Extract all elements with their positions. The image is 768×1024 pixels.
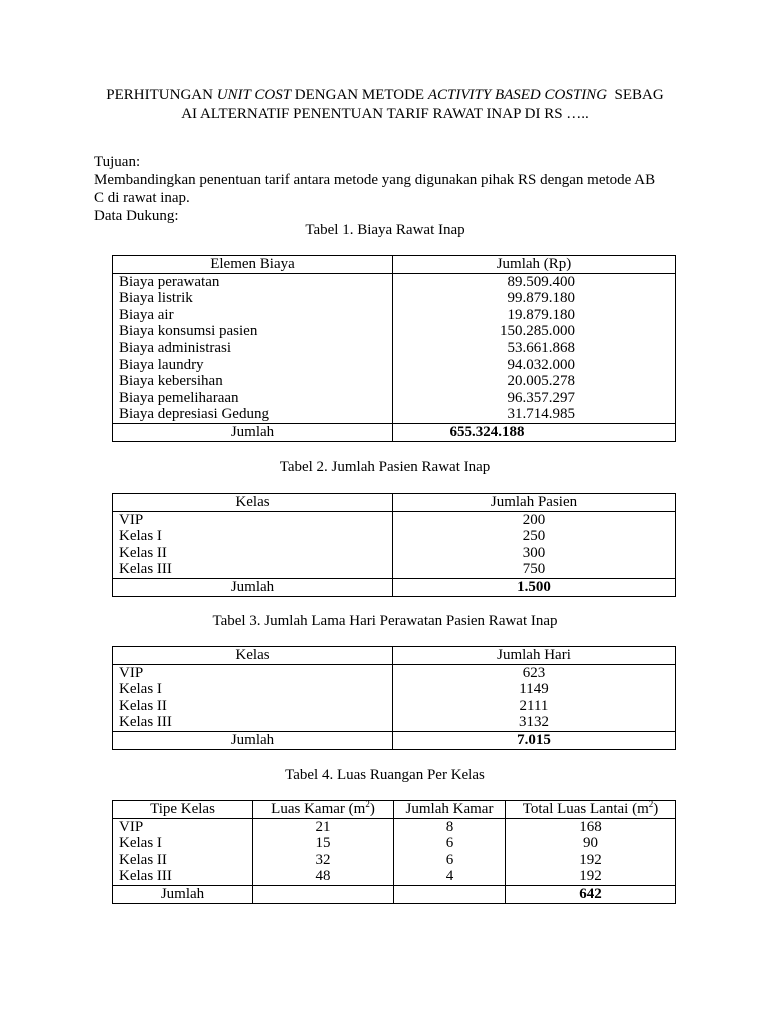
column-header: Jumlah Kamar bbox=[394, 801, 506, 819]
table1-biaya-rawat-inap bbox=[112, 255, 676, 442]
table-header-row bbox=[113, 801, 676, 819]
table-header-row bbox=[113, 494, 676, 512]
total-value: 7.015 bbox=[393, 731, 676, 749]
table-row: VIP 623 bbox=[113, 664, 676, 681]
table3-caption: Tabel 3. Jumlah Lama Hari Perawatan Pasien Rawat Inap bbox=[212, 613, 558, 629]
column-header: Jumlah (Rp) bbox=[393, 256, 676, 274]
table-row: Biaya listrik 99.879.180 bbox=[113, 290, 676, 307]
table-row: Biaya depresiasi Gedung 31.714.985 bbox=[113, 406, 676, 423]
total-value: 1.500 bbox=[393, 578, 676, 596]
table-row: Biaya air 19.879.180 bbox=[113, 307, 676, 324]
column-header: Total Luas Lantai $(m^2)$ bbox=[506, 801, 676, 819]
table3-jumlah-hari bbox=[112, 646, 676, 750]
table-row: Kelas II 32 6 192 bbox=[113, 852, 676, 869]
table-row: Kelas III 750 bbox=[113, 561, 676, 578]
total-value: 655.324.188 bbox=[393, 423, 676, 441]
table-row: VIP 21 8 168 bbox=[113, 818, 676, 835]
column-header: Tipe Kelas bbox=[113, 801, 253, 819]
table-row: Kelas II 300 bbox=[113, 545, 676, 562]
intro-section bbox=[94, 153, 684, 225]
tujuan-text-line2: C di rawat inap. bbox=[94, 190, 190, 206]
table-row: Kelas I 15 6 90 bbox=[113, 835, 676, 852]
table-row: Kelas II 2111 bbox=[113, 698, 676, 715]
table1-caption: Tabel 1. Biaya Rawat Inap bbox=[305, 222, 465, 238]
table-header-row bbox=[113, 647, 676, 665]
column-header: Kelas bbox=[113, 647, 393, 665]
table-row: Kelas I 1149 bbox=[113, 681, 676, 698]
tujuan-text-line1: Membandingkan penentuan tarif antara metode yang digunakan pihak RS dengan metode AB bbox=[94, 172, 656, 188]
column-header: Kelas bbox=[113, 494, 393, 512]
table4-luas-ruangan bbox=[112, 800, 676, 904]
table-total-row bbox=[113, 885, 676, 903]
total-label: Jumlah bbox=[113, 578, 393, 596]
column-header: Jumlah Hari bbox=[393, 647, 676, 665]
column-header: Elemen Biaya bbox=[113, 256, 393, 274]
table-row: VIP 200 bbox=[113, 511, 676, 528]
table-header-row bbox=[113, 256, 676, 274]
table-row: Biaya kebersihan 20.005.278 bbox=[113, 373, 676, 390]
table-total-row bbox=[113, 578, 676, 596]
table-row: Biaya laundry 94.032.000 bbox=[113, 357, 676, 374]
table-row: Biaya administrasi 53.661.868 bbox=[113, 340, 676, 357]
total-label: Jumlah bbox=[113, 731, 393, 749]
table-total-row bbox=[113, 423, 676, 441]
table-row: Biaya perawatan 89.509.400 bbox=[113, 273, 676, 290]
table-row: Kelas III 48 4 192 bbox=[113, 868, 676, 885]
column-header: Luas Kamar $(m^2)$ bbox=[253, 801, 394, 819]
table-total-row bbox=[113, 731, 676, 749]
table4-caption: Tabel 4. Luas Ruangan Per Kelas bbox=[285, 767, 485, 783]
table2-caption: Tabel 2. Jumlah Pasien Rawat Inap bbox=[279, 459, 491, 475]
document-title: PERHITUNGAN UNIT COST DENGAN METODE ACTIVITY BASED COSTING SEBAG AI ALTERNATIF PENENTUAN TARIF RAWAT INAP DI RS ….. bbox=[106, 87, 664, 122]
table-row: Biaya konsumsi pasien 150.285.000 bbox=[113, 323, 676, 340]
total-label: Jumlah bbox=[113, 885, 253, 903]
table2-jumlah-pasien bbox=[112, 493, 676, 597]
table-row: Kelas I 250 bbox=[113, 528, 676, 545]
data-dukung-label: Data Dukung: bbox=[94, 208, 179, 224]
total-value: 642 bbox=[506, 885, 676, 903]
tujuan-label: Tujuan: bbox=[94, 154, 141, 170]
column-header: Jumlah Pasien bbox=[393, 494, 676, 512]
table-row: Kelas III 3132 bbox=[113, 714, 676, 731]
total-label: Jumlah bbox=[113, 423, 393, 441]
table-row: Biaya pemeliharaan 96.357.297 bbox=[113, 390, 676, 407]
